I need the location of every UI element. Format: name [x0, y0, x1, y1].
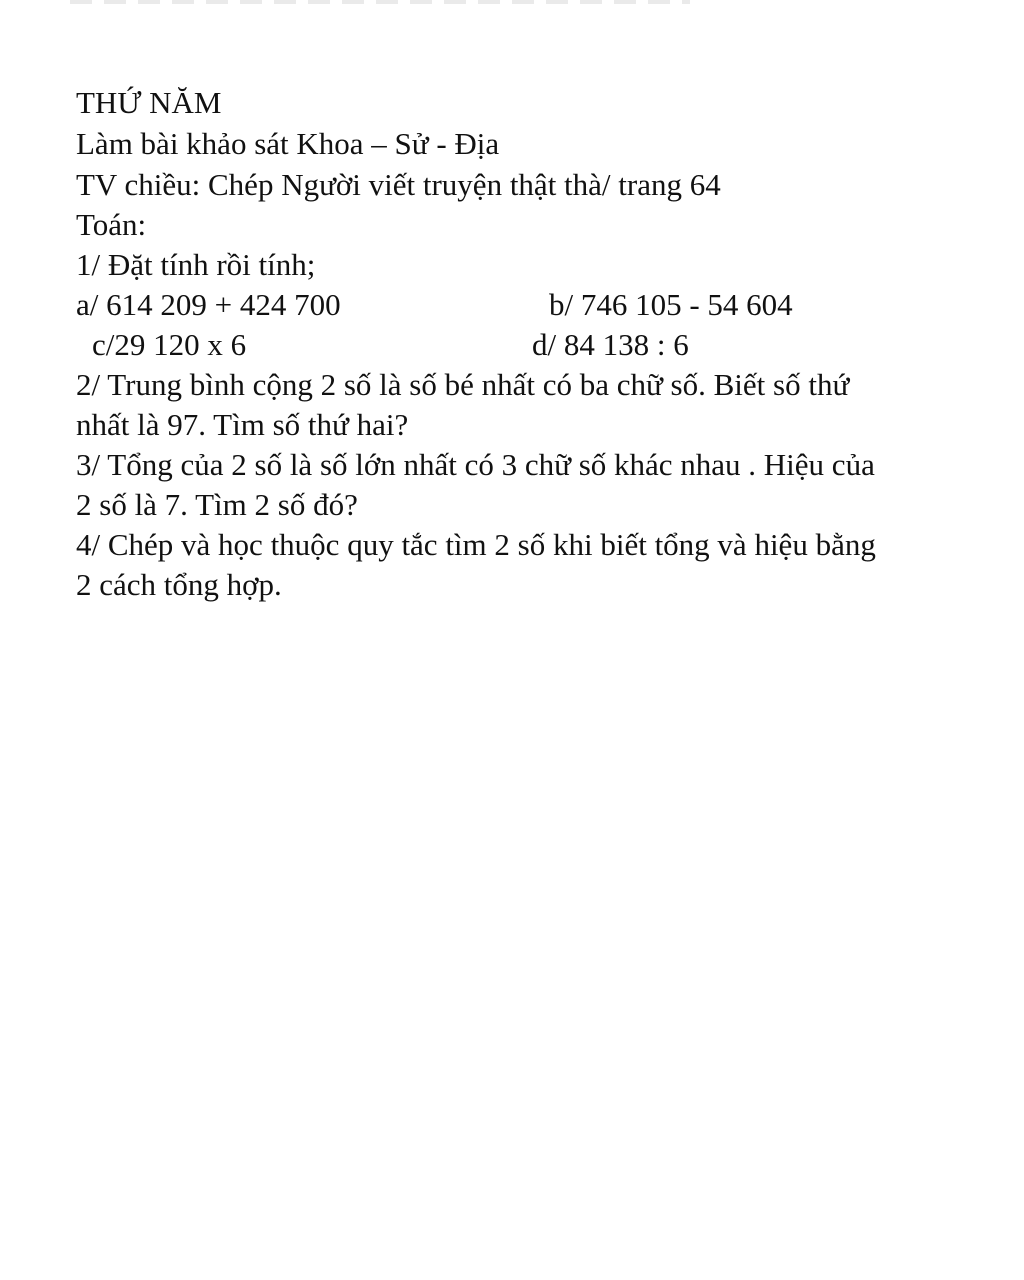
- exercise-2-line-2: nhất là 97. Tìm số thứ hai?: [76, 407, 409, 442]
- exercise-4-line-2: 2 cách tổng hợp.: [76, 567, 282, 602]
- exercise-3-line-2: 2 số là 7. Tìm 2 số đó?: [76, 487, 358, 522]
- exercise-4-line-1: 4/ Chép và học thuộc quy tắc tìm 2 số khi biết tổng và hiệu bằng: [76, 527, 876, 562]
- exercise-1a: a/ 614 209 + 424 700: [76, 287, 341, 322]
- exercise-1b: b/ 746 105 - 54 604: [549, 287, 793, 322]
- day-heading: THỨ NĂM: [76, 85, 222, 120]
- math-heading: Toán:: [76, 207, 147, 242]
- exercise-1d: d/ 84 138 : 6: [532, 327, 689, 362]
- exercise-1c: c/29 120 x 6: [92, 327, 247, 362]
- exercise-3-line-1: 3/ Tổng của 2 số là số lớn nhất có 3 chữ số khác nhau . Hiệu của: [76, 447, 875, 482]
- cropped-text-fragment: [70, 0, 690, 4]
- exercise-2-line-1: 2/ Trung bình cộng 2 số là số bé nhất có ba chữ số. Biết số thứ: [76, 367, 850, 402]
- survey-line: Làm bài khảo sát Khoa – Sử - Địa: [76, 126, 500, 161]
- exercise-1-title: 1/ Đặt tính rồi tính;: [76, 247, 316, 282]
- tv-afternoon-line: TV chiều: Chép Người viết truyện thật thà/ trang 64: [76, 167, 721, 202]
